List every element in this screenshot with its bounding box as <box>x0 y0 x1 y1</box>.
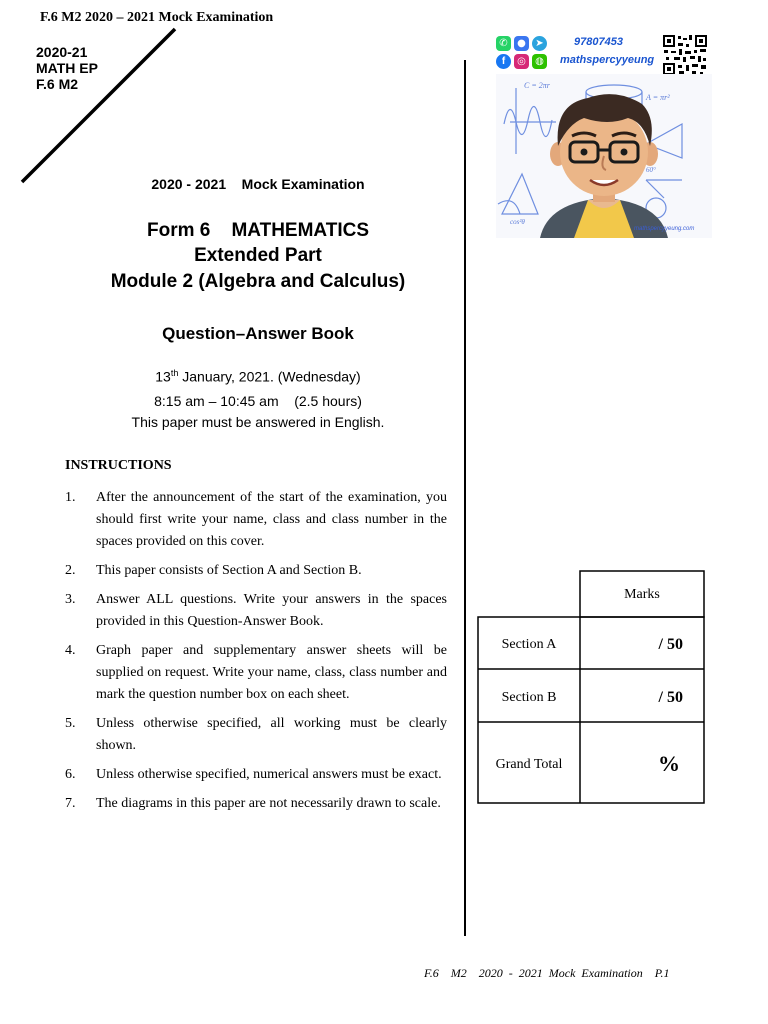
instruction-text: This paper consists of Section A and Section B. <box>96 563 362 578</box>
corner-year: 2020-21 <box>36 44 88 60</box>
svg-text:60°: 60° <box>646 166 656 174</box>
instruction-item <box>65 589 447 633</box>
exam-title-line3: Module 2 (Algebra and Calculus) <box>110 271 406 292</box>
instruction-text: Answer ALL questions. Write your answers in the spaces provided in this Question-Answer Book. <box>96 592 447 629</box>
section-a-score: / 50 <box>658 636 683 653</box>
exam-time: 8:15 am – 10:45 am (2.5 hours) <box>154 393 362 409</box>
instruction-item <box>65 487 447 553</box>
instruction-number: 1. <box>65 490 76 505</box>
instructions-heading: INSTRUCTIONS <box>65 458 172 473</box>
instruction-number: 2. <box>65 563 76 578</box>
facebook-icon: f <box>496 54 511 69</box>
page-footer: F.6 M2 2020 - 2021 Mock Examination P.1 <box>424 966 670 980</box>
instruction-item <box>65 764 447 786</box>
instruction-text: After the announcement of the start of the examination, you should first write your name, class and class number in the spaces provided on this cover. <box>96 490 447 549</box>
instagram-icon: ◎ <box>514 54 529 69</box>
instruction-number: 5. <box>65 716 76 731</box>
instruction-number: 4. <box>65 643 76 658</box>
corner-subject: MATH EP <box>36 60 98 76</box>
exam-title-line1: Form 6 MATHEMATICS <box>146 220 370 241</box>
contact-phone: 97807453 <box>574 36 623 48</box>
svg-text:A = πr²: A = πr² <box>646 93 670 102</box>
running-header: F.6 M2 2020 – 2021 Mock Examination <box>40 10 274 25</box>
grand-total-label: Grand Total <box>495 757 563 772</box>
qr-code-icon <box>662 34 708 76</box>
language-note: This paper must be answered in English. <box>131 414 385 430</box>
cartoon-portrait-math-artwork <box>496 74 712 238</box>
instructions-list <box>65 487 447 822</box>
date-rest: January, 2021. (Wednesday) <box>178 368 361 385</box>
instruction-item <box>65 713 447 757</box>
column-divider <box>464 60 466 936</box>
website-url: mathspercyyeung.com <box>634 226 695 232</box>
signal-icon: ● <box>514 36 529 51</box>
exam-title-line2: Extended Part <box>194 245 322 266</box>
instruction-item <box>65 793 447 815</box>
corner-paper-code <box>36 44 98 92</box>
instruction-item <box>65 640 447 706</box>
section-b-label: Section B <box>501 690 557 705</box>
marks-header: Marks <box>624 587 660 602</box>
section-b-score: / 50 <box>658 689 683 706</box>
instruction-text: Unless otherwise specified, all working must be clearly shown. <box>96 716 447 753</box>
corner-diagonal-line <box>0 0 200 200</box>
exam-subtitle: 2020 - 2021 Mock Examination <box>151 176 365 192</box>
grand-total-score: % <box>658 751 680 776</box>
book-title: Question–Answer Book <box>162 324 354 343</box>
corner-form: F.6 M2 <box>36 76 79 92</box>
marks-table <box>477 570 707 808</box>
svg-text:cos²θ: cos²θ <box>510 218 525 226</box>
instruction-item <box>65 560 447 582</box>
wechat-icon: ◍ <box>532 54 547 69</box>
instruction-number: 7. <box>65 796 76 811</box>
date-day: 13 <box>155 368 171 385</box>
section-a-label: Section A <box>501 637 557 652</box>
exam-date <box>60 368 456 385</box>
instruction-number: 6. <box>65 767 76 782</box>
instruction-number: 3. <box>65 592 76 607</box>
svg-text:C = 2πr: C = 2πr <box>524 81 550 90</box>
instruction-text: Graph paper and supplementary answer sheets will be supplied on request. Write your name, class, class number and mark the question number box on each sheet. <box>96 643 447 702</box>
telegram-icon: ➤ <box>532 36 547 51</box>
whatsapp-icon: ✆ <box>496 36 511 51</box>
contact-handle: mathspercyyeung <box>560 54 655 66</box>
date-ordinal: th <box>170 368 179 378</box>
instruction-text: The diagrams in this paper are not necessarily drawn to scale. <box>96 796 441 811</box>
author-contact-banner <box>496 34 712 238</box>
instruction-text: Unless otherwise specified, numerical answers must be exact. <box>96 767 442 782</box>
